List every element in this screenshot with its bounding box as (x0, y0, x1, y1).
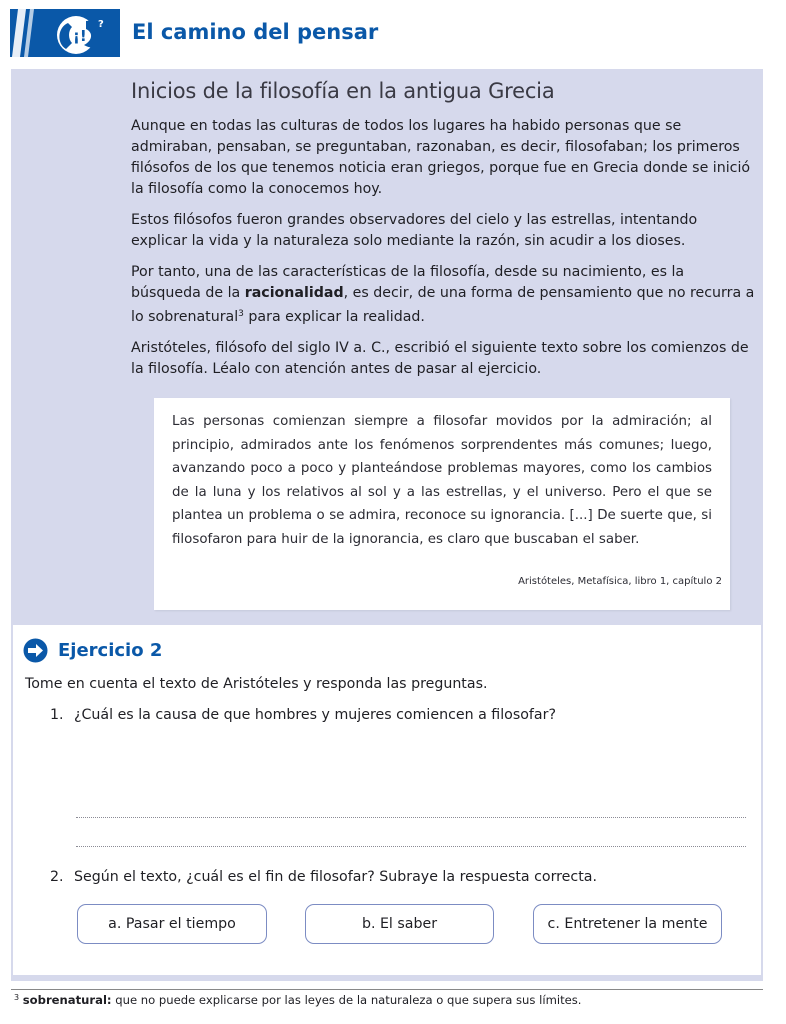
paragraph-3-text-c: para explicar la realidad. (243, 309, 425, 325)
question-1-number: 1. (50, 707, 64, 723)
footnote-definition: que no puede explicarse por las leyes de la naturaleza o que supera sus límites. (111, 993, 582, 1007)
svg-text:?: ? (98, 19, 104, 30)
exercise-title: Ejercicio 2 (58, 640, 163, 661)
footnote-reference[interactable]: 3 (238, 309, 244, 319)
aristotle-quote-card (154, 398, 730, 610)
question-1 (50, 707, 556, 723)
footnote (14, 993, 582, 1007)
answer-line-1[interactable] (76, 817, 746, 818)
question-2-text: Según el texto, ¿cuál es el fin de filosofar? Subraye la respuesta correcta. (74, 869, 597, 885)
option-b-button[interactable]: b. El saber (305, 904, 494, 944)
question-2-number: 2. (50, 869, 64, 885)
paragraph-1: Aunque en todas las culturas de todos los lugares ha habido personas que se admiraban, pensaban, se preguntaban, razonaban, es decir, filosofaban; los primeros filósofos de los que tenemos noticia eran griegos, porque fue en Grecia donde se inició la filosofía como la conocemos hoy. (131, 118, 751, 197)
reading-title: Inicios de la filosofía en la antigua Grecia (131, 79, 555, 103)
quote-citation: Aristóteles, Metafísica, libro 1, capítulo 2 (518, 576, 722, 587)
exercise-header (23, 638, 162, 663)
svg-text:¡!: ¡! (73, 27, 87, 45)
paragraph-3 (131, 262, 755, 328)
racionalidad-term: racionalidad (244, 285, 344, 301)
paragraph-2: Estos filósofos fueron grandes observadores del cielo y las estrellas, intentando explicar la vida y la naturaleza solo mediante la razón, sin acudir a los dioses. (131, 212, 698, 249)
footnote-term: sobrenatural: (22, 993, 112, 1007)
paragraph-3-text-a: Por tanto, una de las características de la filosofía, desde su nacimiento, es la búsqueda de la (131, 264, 685, 301)
option-a-button[interactable]: a. Pasar el tiempo (77, 904, 267, 944)
quote-text: Las personas comienzan siempre a filosofar movidos por la admiración; al principio, admirados ante los fenómenos sorprendentes más comunes; luego, avanzando poco a poco y planteándose problemas mayores, como los cambios de la luna y los relativos al sol y a las estrellas, y el universo. Pero el que se plantea un problema o se admira, reconoce su ignorancia. [...] De suerte que, si filosofaron para huir de la ignorancia, es claro que buscaban el saber. (172, 414, 712, 547)
paragraph-4: Aristóteles, filósofo del siglo IV a. C., escribió el siguiente texto sobre los comienzos de la filosofía. Léalo con atención antes de pasar al ejercicio. (131, 340, 749, 377)
exercise-instruction: Tome en cuenta el texto de Aristóteles y responda las preguntas. (25, 676, 488, 692)
arrow-circle-icon (23, 638, 48, 663)
section-title: El camino del pensar (132, 20, 379, 44)
footnote-number: 3 (14, 993, 20, 1002)
footnote-divider (11, 989, 763, 990)
section-logo-icon (10, 9, 120, 57)
question-2 (50, 869, 597, 885)
exercise-box (13, 625, 761, 975)
page-header (0, 0, 786, 68)
answer-line-2[interactable] (76, 846, 746, 847)
paragraph-3-text-b: , es decir, de una forma de pensamiento que no recurra a lo sobrenatural (131, 285, 755, 325)
reading-content (131, 79, 755, 390)
option-c-button[interactable]: c. Entretener la mente (533, 904, 722, 944)
question-1-text: ¿Cuál es la causa de que hombres y mujeres comiencen a filosofar? (74, 707, 556, 723)
